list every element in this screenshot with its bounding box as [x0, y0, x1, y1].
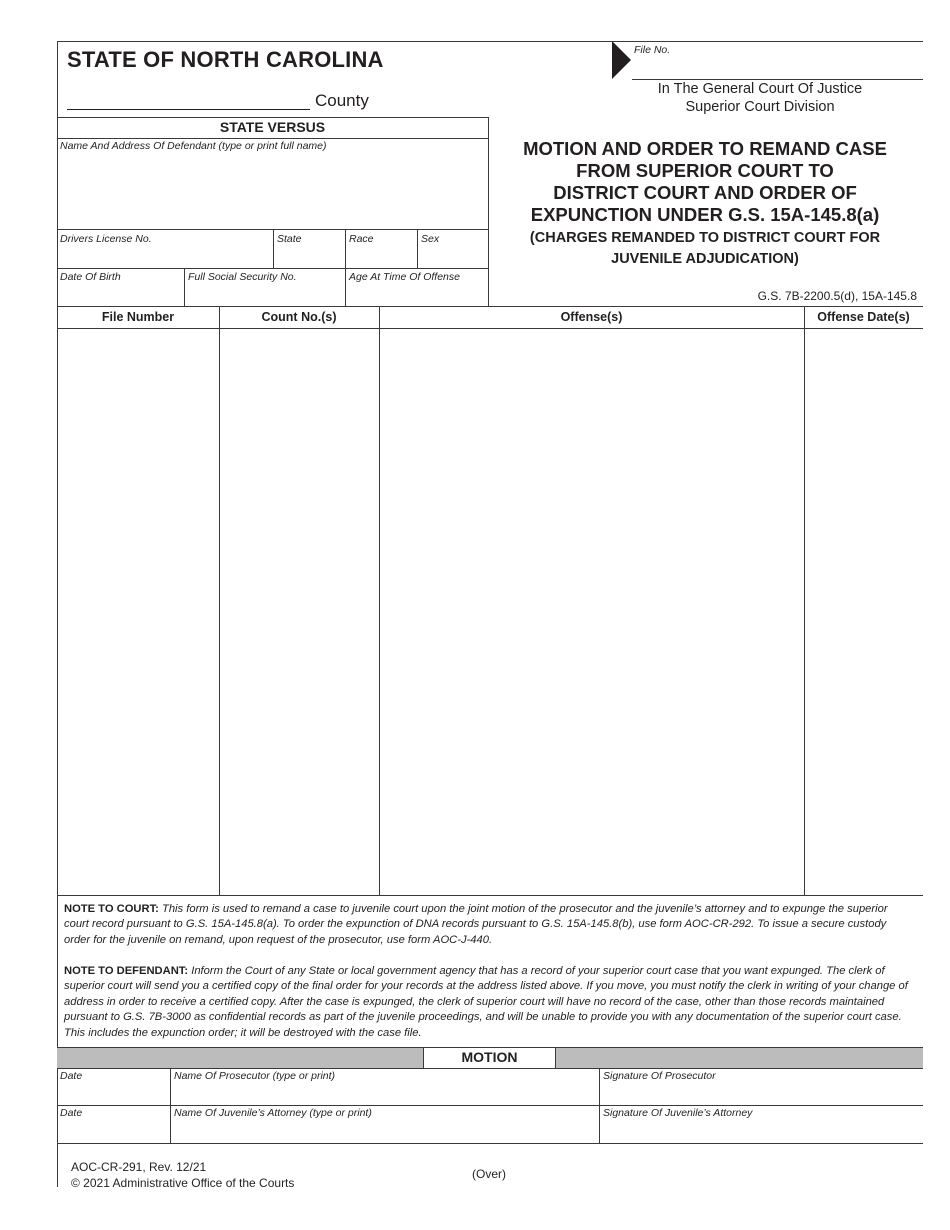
statute-reference: G.S. 7B-2200.5(d), 15A-145.8: [757, 289, 917, 303]
sex-label: Sex: [421, 233, 440, 245]
motion-heading: MOTION: [423, 1047, 556, 1068]
column-offense-dates: Offense Date(s): [817, 310, 910, 324]
motion-header-line: [57, 1068, 923, 1069]
county-input[interactable]: [67, 109, 310, 110]
dob-input[interactable]: [58, 284, 183, 305]
note-to-court: [64, 902, 912, 948]
form-number: AOC-CR-291, Rev. 12/21: [71, 1160, 207, 1174]
form-title: [495, 138, 915, 226]
over-indicator: (Over): [472, 1167, 506, 1181]
form-subtitle-line-1: (CHARGES REMANDED TO DISTRICT COURT FOR: [529, 230, 881, 246]
column-count-no: Count No.(s): [261, 310, 337, 324]
motion-bottom-line: [57, 1143, 923, 1144]
state-versus-line: [57, 138, 488, 139]
attorney-date-input[interactable]: [58, 1120, 169, 1141]
form-title-line-2: FROM SUPERIOR COURT TO: [576, 160, 834, 181]
offense-date-entries[interactable]: [805, 329, 922, 894]
defendant-name-label: Name And Address Of Defendant (type or print full name): [60, 140, 327, 152]
attorney-name-input[interactable]: [171, 1120, 598, 1141]
table-bottom-line: [57, 895, 923, 896]
age-input[interactable]: [346, 284, 487, 305]
ssn-input[interactable]: [185, 284, 344, 305]
age-label: Age At Time Of Offense: [349, 271, 460, 283]
ssn-label: Full Social Security No.: [188, 271, 297, 283]
sex-input[interactable]: [418, 246, 487, 267]
table-top-line: [57, 306, 923, 307]
form-title-line-3: DISTRICT COURT AND ORDER OF: [553, 182, 857, 203]
attorney-signature-input[interactable]: [600, 1120, 922, 1141]
drivers-license-label: Drivers License No.: [60, 233, 152, 245]
motion-row-divider: [57, 1105, 923, 1106]
offense-entries[interactable]: [380, 329, 803, 894]
race-input[interactable]: [346, 246, 416, 267]
note-to-court-heading: NOTE TO COURT:: [64, 903, 159, 915]
motion-top-line: [57, 1047, 923, 1048]
prosecutor-signature-label: Signature Of Prosecutor: [603, 1070, 716, 1082]
form-title-line-4: EXPUNCTION UNDER G.S. 15A-145.8(a): [530, 204, 880, 225]
file-number-entries[interactable]: [58, 329, 218, 894]
county-label: County: [315, 91, 369, 110]
prosecutor-date-label: Date: [60, 1070, 83, 1082]
form-subtitle-line-2: JUVENILE ADJUDICATION): [611, 251, 799, 267]
attorney-name-label: Name Of Juvenile’s Attorney (type or print): [174, 1107, 372, 1119]
drivers-license-input[interactable]: [58, 246, 272, 267]
state-label: State: [277, 233, 302, 245]
note-to-defendant-text: Inform the Court of any State or local government agency that has a record of your superior court case that you want expunged. The clerk of superior court will send you a certified copy of the final order for your records at the address listed above. If you move, you must notify the clerk in writing of your change of address in order to receive a certified copy. After the case is expunged, the clerk of superior court will have no record of the case, other than those records maintained pursuant to G.S. 7B-3000 as confidential records as part of the juvenile proceedings, and will be unable to provide you with any documentation of the superior court case. This includes the expunction order; it will be destroyed with the case file.: [64, 965, 908, 1039]
defendant-name-input[interactable]: [58, 154, 487, 228]
court-line-1: In The General Court Of Justice: [657, 81, 863, 97]
attorney-date-label: Date: [60, 1107, 83, 1119]
note-to-court-text: This form is used to remand a case to juvenile court upon the joint motion of the prosecutor and the juvenile’s attorney and to expunge the superior court record pursuant to G.S. 15A-145.8(a). To order the expunction of DNA records pursuant to G.S. 15A-145.8(b), use form AOC-CR-292. To issue a secure custody order for the juvenile on remand, upon request of the prosecutor, use form AOC-J-440.: [64, 903, 888, 946]
attorney-signature-label: Signature Of Juvenile’s Attorney: [603, 1107, 753, 1119]
file-number-arrow-icon: [612, 41, 631, 79]
state-title: STATE OF NORTH CAROLINA: [67, 47, 384, 72]
prosecutor-date-input[interactable]: [58, 1083, 169, 1104]
column-file-number: File Number: [101, 310, 175, 324]
file-no-input[interactable]: [640, 58, 922, 78]
file-no-label: File No.: [634, 44, 671, 56]
column-offenses: Offense(s): [560, 310, 623, 324]
prosecutor-name-input[interactable]: [171, 1083, 598, 1104]
copyright: © 2021 Administrative Office of the Courts: [71, 1176, 295, 1190]
caption-top-line: [57, 117, 488, 118]
prosecutor-name-label: Name Of Prosecutor (type or print): [174, 1070, 336, 1082]
top-border: [57, 41, 923, 42]
note-to-defendant: [64, 964, 912, 1041]
race-label: Race: [349, 233, 374, 245]
dob-label: Date Of Birth: [60, 271, 121, 283]
dl-state-input[interactable]: [274, 246, 344, 267]
court-line-2: Superior Court Division: [685, 99, 835, 115]
state-versus-heading: STATE VERSUS: [219, 119, 326, 135]
note-to-defendant-heading: NOTE TO DEFENDANT:: [64, 965, 189, 977]
dob-row-top-line: [57, 268, 488, 269]
form-subtitle: [495, 228, 915, 270]
form-title-line-1: MOTION AND ORDER TO REMAND CASE: [523, 138, 887, 159]
count-no-entries[interactable]: [220, 329, 378, 894]
prosecutor-signature-input[interactable]: [600, 1083, 922, 1104]
caption-right-line: [488, 117, 489, 306]
